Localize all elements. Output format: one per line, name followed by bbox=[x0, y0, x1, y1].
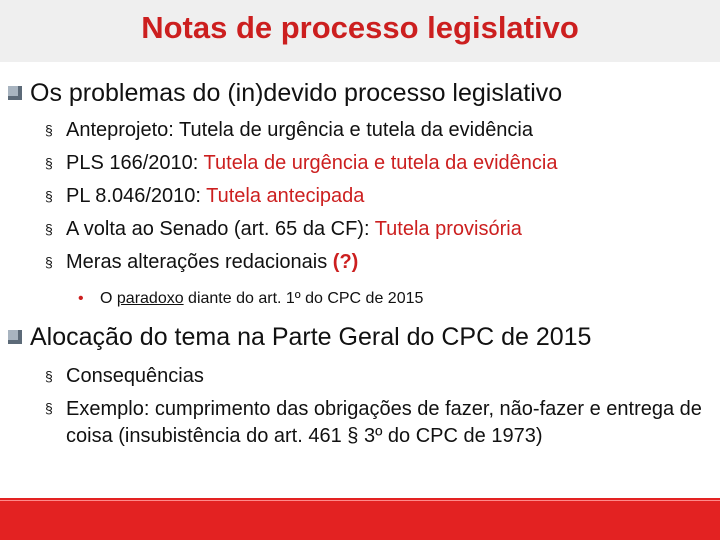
list-item bbox=[45, 118, 533, 142]
section-sign-icon: § bbox=[45, 368, 53, 384]
bullet-main-2-text: Alocação do tema na Parte Geral do CPC de 2015 bbox=[30, 323, 592, 351]
item-label: A volta ao Senado (art. 65 da CF): bbox=[66, 218, 370, 240]
item-rest: Tutela de urgência e tutela da evidência bbox=[173, 119, 533, 141]
item-label: PLS 166/2010: bbox=[66, 152, 199, 174]
item-rest: Tutela antecipada bbox=[200, 185, 365, 207]
list-item bbox=[45, 250, 359, 274]
section-sign-icon: § bbox=[45, 155, 53, 171]
section-sign-icon: § bbox=[45, 400, 53, 416]
item-rest: Tutela provisória bbox=[369, 218, 522, 240]
item-label: PL 8.046/2010: bbox=[66, 185, 201, 207]
section-sign-icon: § bbox=[45, 122, 53, 138]
checkbox-bullet-icon bbox=[8, 86, 22, 100]
sub-list-item bbox=[78, 289, 424, 309]
bullet-main-1 bbox=[8, 78, 562, 108]
list-item bbox=[45, 217, 522, 241]
sub-item-pre: O bbox=[100, 290, 117, 307]
section-sign-icon: § bbox=[45, 254, 53, 270]
checkbox-bullet-icon bbox=[8, 330, 22, 344]
item-label: Meras alterações redacionais bbox=[66, 251, 328, 273]
footer-highlight-line bbox=[0, 500, 720, 501]
bullet-dot-icon: • bbox=[78, 290, 84, 307]
item-label: Anteprojeto: bbox=[66, 119, 174, 141]
item-rest: Tutela de urgência e tutela da evidência bbox=[198, 152, 558, 174]
item-text: Exemplo: cumprimento das obrigações de fazer, não-fazer e entrega de coisa (insubistência do art. 461 § 3º do CPC de 1973) bbox=[66, 398, 702, 447]
list-item bbox=[45, 184, 365, 208]
sub-item-underlined: paradoxo bbox=[116, 290, 184, 307]
item-rest: (?) bbox=[327, 251, 359, 273]
footer-bar bbox=[0, 498, 720, 540]
item-text: Consequências bbox=[66, 365, 204, 387]
bullet-main-1-text: Os problemas do (in)devido processo legislativo bbox=[30, 79, 563, 107]
section-sign-icon: § bbox=[45, 188, 53, 204]
sub-item-post: diante do art. 1º do CPC de 2015 bbox=[183, 290, 424, 307]
bullet-main-2 bbox=[8, 322, 591, 352]
slide-title: Notas de processo legislativo bbox=[141, 10, 579, 45]
list-item bbox=[45, 364, 204, 388]
section-sign-icon: § bbox=[45, 221, 53, 237]
list-item bbox=[45, 396, 716, 450]
list-item bbox=[45, 151, 558, 175]
